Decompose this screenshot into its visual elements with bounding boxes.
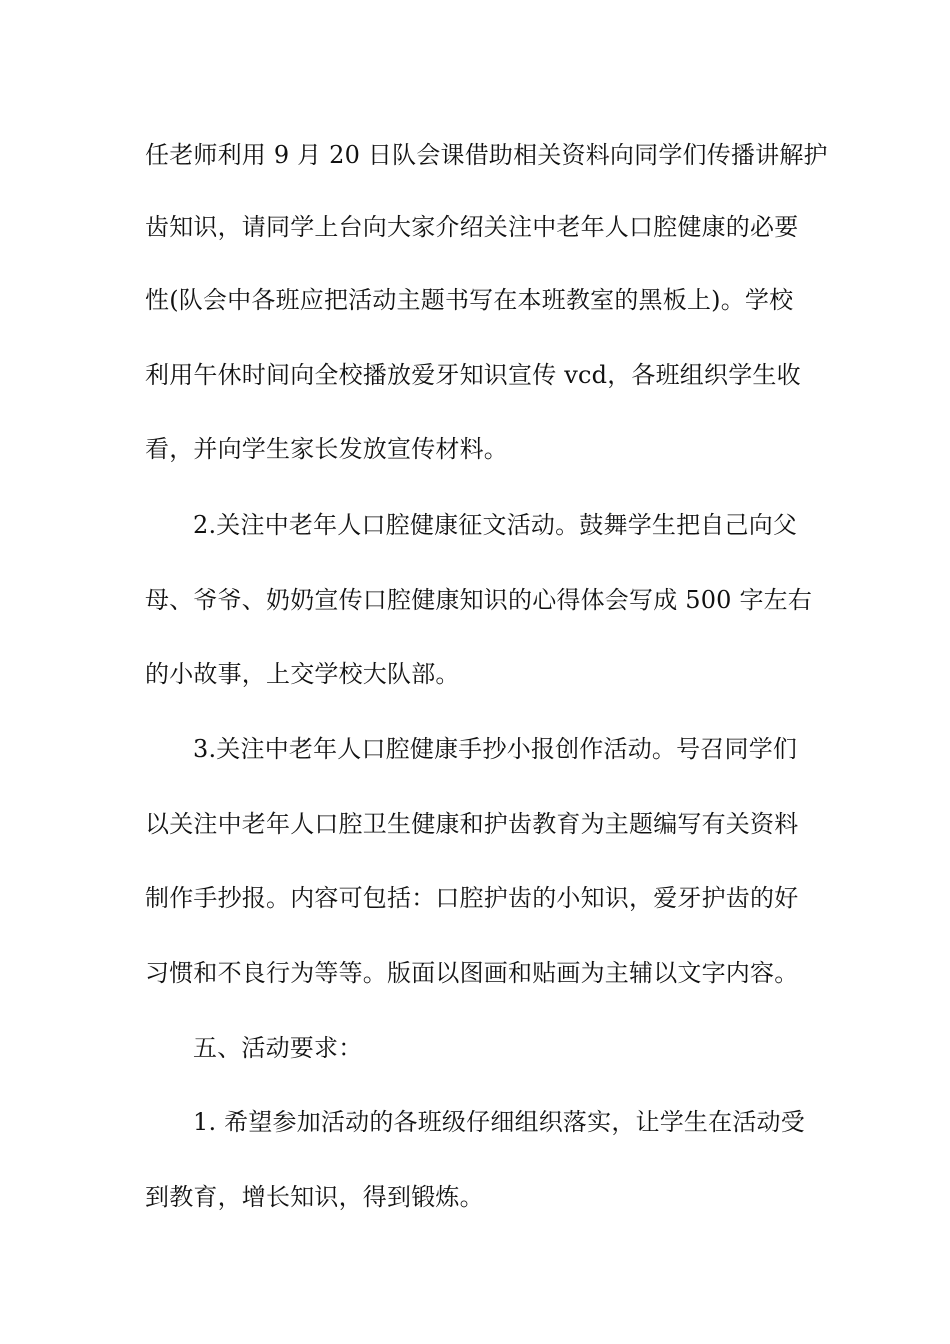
paragraph-line: 齿知识，请同学上台向大家介绍关注中老年人口腔健康的必要 [145, 213, 799, 241]
section-heading: 五、活动要求： [193, 1034, 363, 1062]
paragraph-line: 到教育，增长知识，得到锻炼。 [145, 1183, 484, 1211]
requirement-item-1: 1. 希望参加活动的各班级仔细组织落实，让学生在活动受 [193, 1108, 805, 1136]
list-item-2: 2.关注中老年人口腔健康征文活动。鼓舞学生把自己向父 [193, 511, 798, 539]
paragraph-line: 看，并向学生家长发放宣传材料。 [145, 435, 508, 463]
paragraph-line: 以关注中老年人口腔卫生健康和护齿教育为主题编写有关资料 [145, 810, 799, 838]
paragraph-line: 性(队会中各班应把活动主题书写在本班教室的黑板上)。学校 [145, 286, 794, 314]
paragraph-line: 任老师利用 9 月 20 日队会课借助相关资料向同学们传播讲解护 [145, 141, 828, 169]
paragraph-line: 利用午休时间向全校播放爱牙知识宣传 vcd，各班组织学生收 [145, 361, 801, 389]
paragraph-line: 的小故事，上交学校大队部。 [145, 660, 460, 688]
list-item-3: 3.关注中老年人口腔健康手抄小报创作活动。号召同学们 [193, 735, 798, 763]
paragraph-line: 制作手抄报。内容可包括：口腔护齿的小知识，爱牙护齿的好 [145, 884, 799, 912]
paragraph-line: 习惯和不良行为等等。版面以图画和贴画为主辅以文字内容。 [145, 959, 799, 987]
paragraph-line: 母、爷爷、奶奶宣传口腔健康知识的心得体会写成 500 字左右 [145, 586, 813, 614]
